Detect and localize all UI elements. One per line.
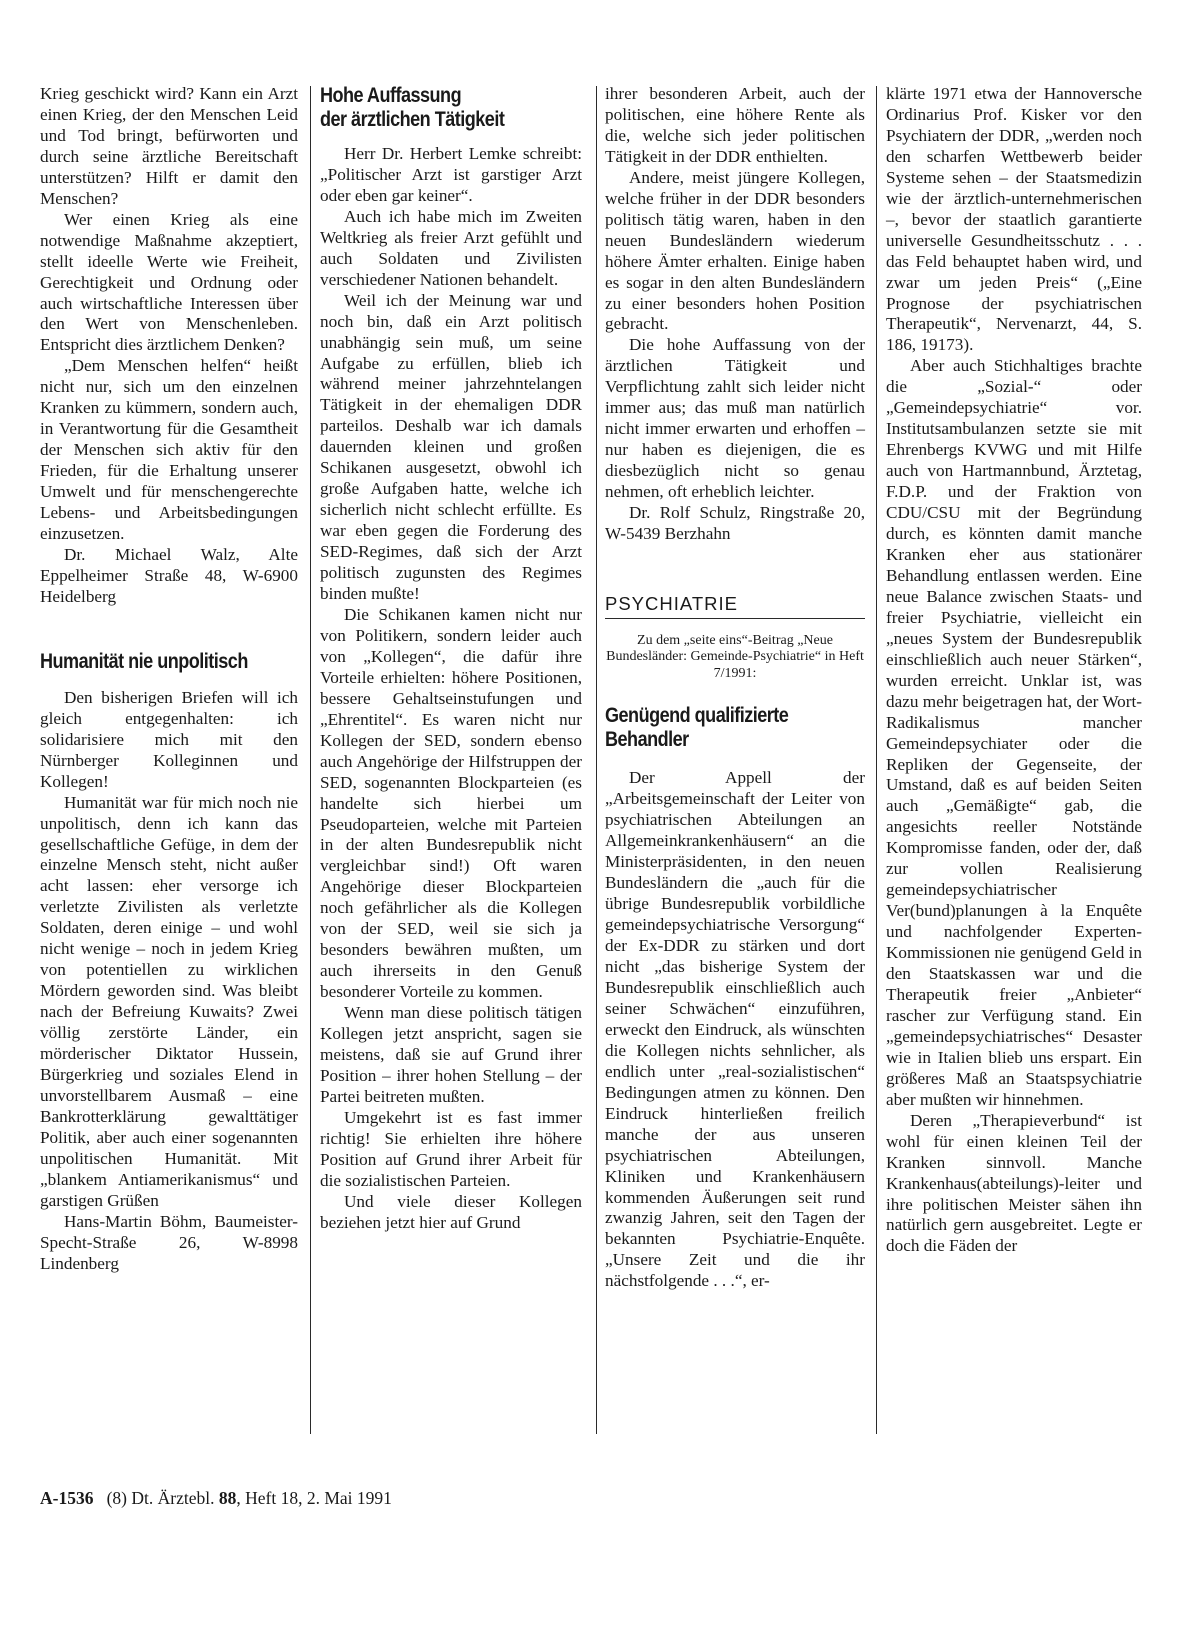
issue-date: , Heft 18, 2. Mai 1991	[236, 1488, 392, 1508]
letter-heading: Hohe Auffassung	[320, 84, 462, 107]
paragraph: ihrer besonderen Arbeit, auch der politischen, eine höhere Rente als die, welche sich jeder politischen Tätigkeit in der DDR enthielten.	[605, 84, 865, 166]
paragraph: Und viele dieser Kollegen beziehen jetzt hier auf Grund	[320, 1191, 582, 1232]
letter-signature: Dr. Michael Walz, Alte Eppelheimer Straße 48, W-6900 Heidelberg	[40, 544, 298, 606]
paragraph: „Dem Menschen helfen“ heißt nicht nur, sich um den einzelnen Kranken zu kümmern, sondern auch, in Verantwortung für die Gesamtheit der Menschen sich aktiv für den Frieden, für die Erhaltung unserer Umwelt und für menschengerechte Lebens- und Arbeitsbedingungen einzusetzen.	[40, 356, 298, 544]
paragraph: Der Appell der „Arbeitsgemeinschaft der Leiter von psychiatrischen Abteilungen an Allgemeinkrankenhäusern“ an die Ministerpräsidenten, in den neuen Bundesländern die „auch für die übrige Bundesrepublik vorbildliche gemeindepsychiatrische Versorgung“ der Ex-DDR zu stärken und dort nicht „das bisherige System der Bundesrepublik einschließlich auch seiner Schwächen“ einzuführen, erweckt den Eindruck, als wünschten die Kollegen nichts sehnlicher, als endlich unter „real-sozialistischen“ Bedingungen atmen zu können. Den Eindruck hinterließen freilich manche der aus unseren psychiatrischen Abteilungen, Kliniken und Krankenhäusern kommenden Äußerungen seit rund zwanzig Jahren, seit den Tagen der bekannten Psychiatrie-Enquête. „Unsere Zeit und die ihr nächstfolgende . . .“, er-	[605, 768, 865, 1291]
paragraph: Den bisherigen Briefen will ich gleich entgegenhalten: ich solidarisiere mich mit den Nürnberger Kolleginnen und Kollegen!	[40, 687, 298, 791]
paragraph: Die hohe Auffassung von der ärztlichen Tätigkeit und Verpflichtung zahlt sich leider nicht immer aus; das muß man natürlich nicht immer erwarten und erhoffen – nur haben es diejenigen, die es diesbezüglich nicht so genau nehmen, oft erheblich leichter.	[605, 335, 865, 502]
paragraph: Deren „Therapieverbund“ ist wohl für einen kleinen Teil der Kranken sinnvoll. Manche Krankenhaus(abteilungs)-leiter und ihre politischen Meister sähen ihn natürlich gern ausgebreitet. Legte er doch die Fäden der	[886, 1110, 1142, 1256]
paragraph: Wer einen Krieg als eine notwendige Maßnahme akzeptiert, stellt ideelle Werte wie Freiheit, Gerechtigkeit und Ordnung oder auch wirtschaftliche Interessen über den Wert von Menschenleben. Entspricht dies ärztlichem Denken?	[40, 209, 298, 355]
paragraph: Wenn man diese politisch tätigen Kollegen jetzt anspricht, sagen sie meistens, daß sie auf Grund ihrer Position – ihrer hohen Stellung – der Partei beitreten mußten.	[320, 1003, 582, 1106]
intro-note: Zu dem „seite eins“-Beitrag „Neue Bundesländer: Gemeinde-Psychiatrie“ in Heft 7/1991:	[606, 632, 864, 681]
paragraph: Umgekehrt ist es fast immer richtig! Sie erhielten ihre höhere Position auf Grund ihrer Arbeit für die sozialistischen Parteien.	[320, 1107, 582, 1190]
volume-number: 88	[218, 1488, 237, 1508]
paragraph: Auch ich habe mich im Zweiten Weltkrieg als freier Arzt gefühlt und auch Soldaten und Zivilisten verschiedener Nationen behandelt.	[320, 206, 582, 289]
paragraph: Humanität war für mich noch nie unpolitisch, denn ich kann das gesellschaftliche Gefüge, in dem der einzelne Mensch steht, nicht außer acht lassen: eher versorge ich verletzte Zivilisten als verletzte Soldaten, deren einige – und wohl nicht wenige – noch in jedem Krieg von potentiellen zu wirklichen Mördern geworden sind. Was bleibt nach der Befreiung Kuwaits? Zwei völlig zerstörte Länder, ein mörderischer Diktator Hussein, Bürgerkrieg und soziales Elend in unvorstellbarem Ausmaß – eine Bankrotterklärung gewalttätiger Politik, aber auch einer sogenannten unpolitischen Humanität. Mit „blankem Antiamerikanismus“ und garstigen Grüßen	[40, 792, 298, 1210]
column-1	[40, 84, 298, 1275]
journal-name: (8) Dt. Ärztebl.	[106, 1488, 215, 1508]
paragraph: Aber auch Stichhaltiges brachte die „Sozial-“ oder „Gemeindepsychiatrie“ vor. Institutsambulanzen setzte sie mit Ehrenbergs KVWG und mit Hilfe auch von Hartmannbund, Ärztetag, F.D.P. und der Fraktion von CDU/CSU mit der Begründung durch, es könnten damit manche Kranken eher aus stationärer Behandlung entlassen werden. Eine neue Balance zwischen Staats- und freier Psychiatrie, vielleicht ein „neues System der Bundesrepublik einschließlich auch neuer Stärken“, wurden erreicht. Unklar ist, was dazu mehr beigetragen hat, der Wort-Radikalismus mancher Gemeindepsychiater oder die Repliken der Gegenseite, der Umstand, daß es auf beiden Seiten auch „Gemäßigte“ gab, die angesichts reeller Notstände Kompromisse fanden, oder der, daß zur vollen Realisierung gemeindepsychiatrischer Ver(bund)planungen à la Enquête und nachfolgender Experten-Kommissionen nie genügend Geld in den Staatskassen war und die Therapeutik freier „Anbieter“ rascher zur Verfügung stand. Ein „gemeindepsychiatrisches“ Desaster wie in Italien blieb uns erspart. Ein größeres Maß an Staatspsychiatrie aber mußten wir hinnehmen.	[886, 356, 1142, 1109]
letter-heading: Behandler	[605, 728, 689, 752]
column-divider	[876, 86, 877, 1434]
column-divider	[310, 86, 311, 1434]
paragraph: klärte 1971 etwa der Hannoversche Ordinarius Prof. Kisker vor den Psychiatern der DDR, „werden noch den scharfen Wettbewerb beider Systeme sehen – der Staatsmedizin wie der ärztlich-unternehmerischen –, bevor der staatlich garantierte universelle Gesundheitsschutz . . . das Feld behauptet haben wird, und zwar um jeden Preis“ („Eine Prognose der psychiatrischen Therapeutik“, Nervenarzt, 44, S. 186, 19173).	[886, 84, 1142, 355]
column-3	[605, 84, 865, 1292]
column-divider	[596, 86, 597, 1434]
paragraph: Die Schikanen kamen nicht nur von Politikern, sondern leider auch von „Kollegen“, die dafür ihre Vorteile erhielten: höhere Positionen, bessere Gehaltseinstufungen und „Ehrentitel“. Es waren nicht nur Kollegen der SED, sondern ebenso auch Angehörige der Hilfstruppen der SED, sogenannten Blockparteien (es handelte sich hierbei um Pseudoparteien, welche mit Parteien in der alten Bundesrepublik nicht vergleichbar sind!) Oft waren Angehörige dieser Blockparteien noch gefährlicher als die Kollegen von der SED, weil sie sich ja besonders bewähren mußten, um auch ihrerseits in den Genuß besonderer Vorteile zu kommen.	[320, 604, 582, 1002]
paragraph: Herr Dr. Herbert Lemke schreibt: „Politischer Arzt ist garstiger Arzt oder eben gar keiner“.	[320, 144, 582, 205]
column-4	[886, 84, 1142, 1257]
page-code: A-1536	[40, 1488, 94, 1508]
letter-heading: Humanität nie unpolitisch	[40, 649, 248, 673]
paragraph: Andere, meist jüngere Kollegen, welche früher in der DDR besonders politisch tätig waren, haben in den neuen Bundesländern wiederum höhere Ämter erhalten. Einige haben es sogar in den alten Bundesländern zu einer besonders hohen Position gebracht.	[605, 167, 865, 334]
section-rubric: PSYCHIATRIE	[605, 593, 865, 619]
letter-signature: Dr. Rolf Schulz, Ringstraße 20, W-5439 Berzhahn	[605, 503, 865, 544]
column-2	[320, 84, 582, 1234]
paragraph: Krieg geschickt wird? Kann ein Arzt einen Krieg, der den Menschen Leid und Tod bringt, befürworten und durch seine ärztliche Bereitschaft unterstützen? Hilft er damit den Menschen?	[40, 84, 298, 208]
page-footer	[40, 1488, 392, 1509]
letter-heading: der ärztlichen Tätigkeit	[320, 108, 505, 131]
paragraph: Weil ich der Meinung war und noch bin, daß ein Arzt politisch unabhängig sein muß, um seine Aufgabe zu erfüllen, blieb ich während meiner jahrzehntelangen Tätigkeit in der ehemaligen DDR parteilos. Deshalb war ich damals dauernden kleinen und großen Schikanen ausgesetzt, obwohl ich große Aufgaben hatte, welche ich sicherlich nicht schlecht erfüllte. Es war eben gegen die Forderung des SED-Regimes, daß sich der Arzt politisch zugunsten des Regimes binden mußte!	[320, 290, 582, 604]
letter-signature: Hans-Martin Böhm, Baumeister-Specht-Straße 26, W-8998 Lindenberg	[40, 1211, 298, 1273]
letter-heading: Genügend qualifizierte	[605, 704, 789, 728]
